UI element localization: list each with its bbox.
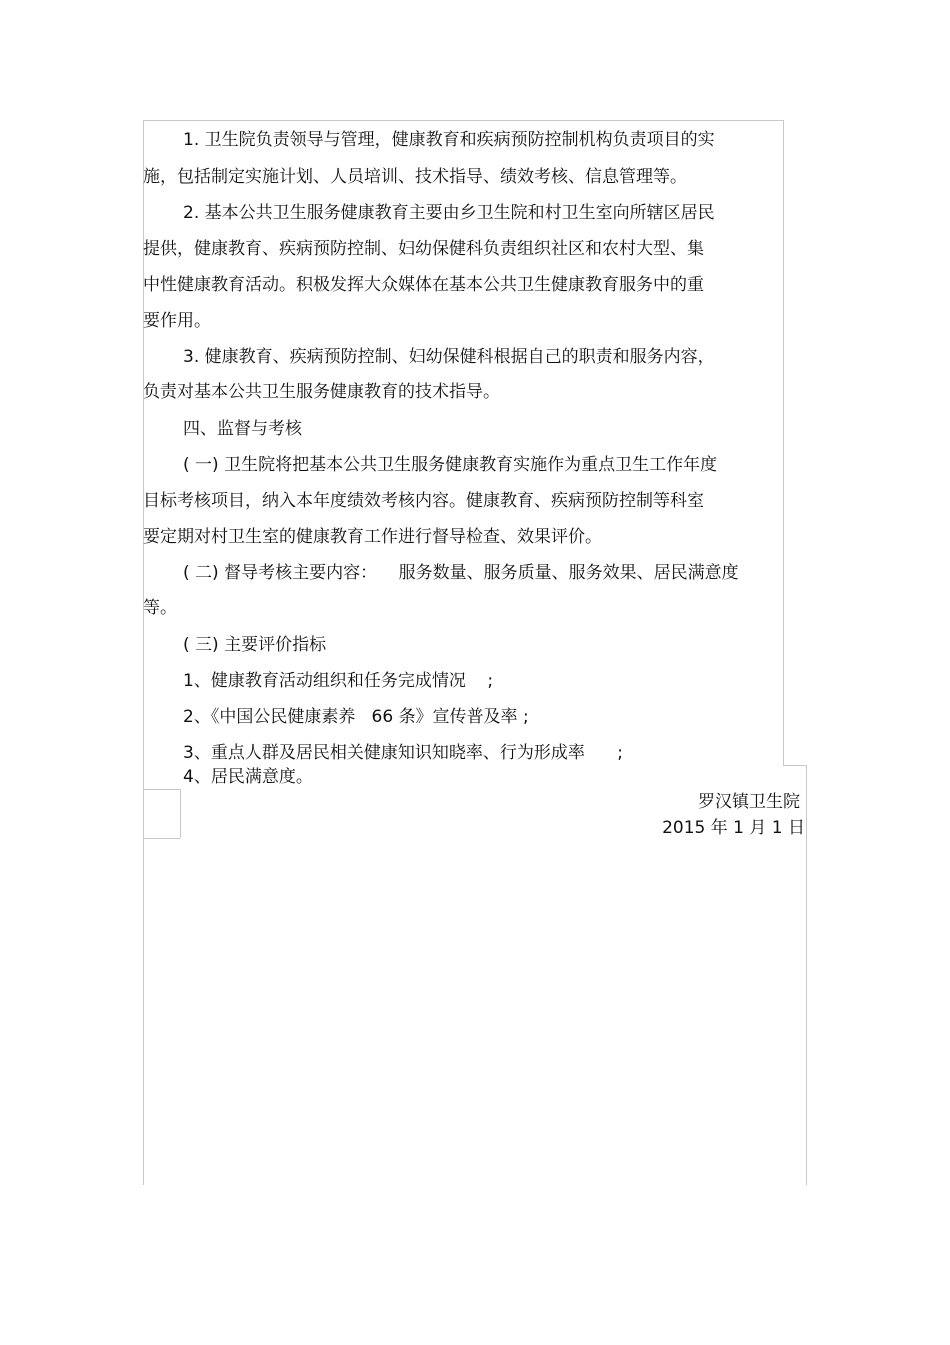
- indicator-item: 2、《中国公民健康素养 66 条》宣传普及率 ;: [183, 707, 529, 727]
- paragraph-2-line-3: 中性健康教育活动。积极发挥大众媒体在基本公共卫生健康教育服务中的重: [143, 275, 704, 295]
- subsection-2-line-1: ( 二) 督导考核主要内容： 服务数量、服务质量、服务效果、居民满意度: [183, 563, 739, 583]
- table-border-step: [783, 765, 807, 766]
- table-border-top: [143, 120, 783, 121]
- table-border-inner-top: [143, 789, 180, 790]
- table-border-right-lower: [806, 765, 807, 1185]
- paragraph-3-line-2: 负责对基本公共卫生服务健康教育的技术指导。: [143, 382, 500, 402]
- table-border-inner-right: [180, 789, 181, 838]
- table-border-inner-bottom: [143, 838, 180, 839]
- indicator-item: 4、居民满意度。: [183, 767, 313, 787]
- signature-date: 2015 年 1 月 1 日: [662, 818, 805, 838]
- table-border-right-upper: [783, 120, 784, 765]
- subsection-3-heading: ( 三) 主要评价指标: [183, 635, 327, 655]
- subsection-1-line-2: 目标考核项目，纳入本年度绩效考核内容。健康教育、疾病预防控制等科室: [143, 491, 704, 511]
- indicator-item: 1、健康教育活动组织和任务完成情况 ;: [183, 671, 494, 691]
- paragraph-2-line-1: 2. 基本公共卫生服务健康教育主要由乡卫生院和村卫生室向所辖区居民: [183, 203, 715, 223]
- indicator-item: 3、重点人群及居民相关健康知识知晓率、行为形成率 ;: [183, 743, 623, 763]
- paragraph-1-line-2: 施，包括制定实施计划、人员培训、技术指导、绩效考核、信息管理等。: [143, 167, 687, 187]
- section-heading: 四、监督与考核: [183, 419, 302, 439]
- paragraph-2-line-4: 要作用。: [143, 311, 211, 331]
- subsection-1-line-3: 要定期对村卫生室的健康教育工作进行督导检查、效果评价。: [143, 527, 602, 547]
- paragraph-1-line-1: 1. 卫生院负责领导与管理，健康教育和疾病预防控制机构负责项目的实: [183, 130, 715, 150]
- subsection-1-line-1: ( 一) 卫生院将把基本公共卫生服务健康教育实施作为重点卫生工作年度: [183, 455, 718, 475]
- paragraph-2-line-2: 提供，健康教育、疾病预防控制、妇幼保健科负责组织社区和农村大型、集: [143, 239, 704, 259]
- paragraph-3-line-1: 3. 健康教育、疾病预防控制、妇幼保健科根据自己的职责和服务内容，: [183, 347, 715, 367]
- subsection-2-line-2: 等。: [143, 598, 177, 618]
- signature-org: 罗汉镇卫生院: [698, 792, 800, 812]
